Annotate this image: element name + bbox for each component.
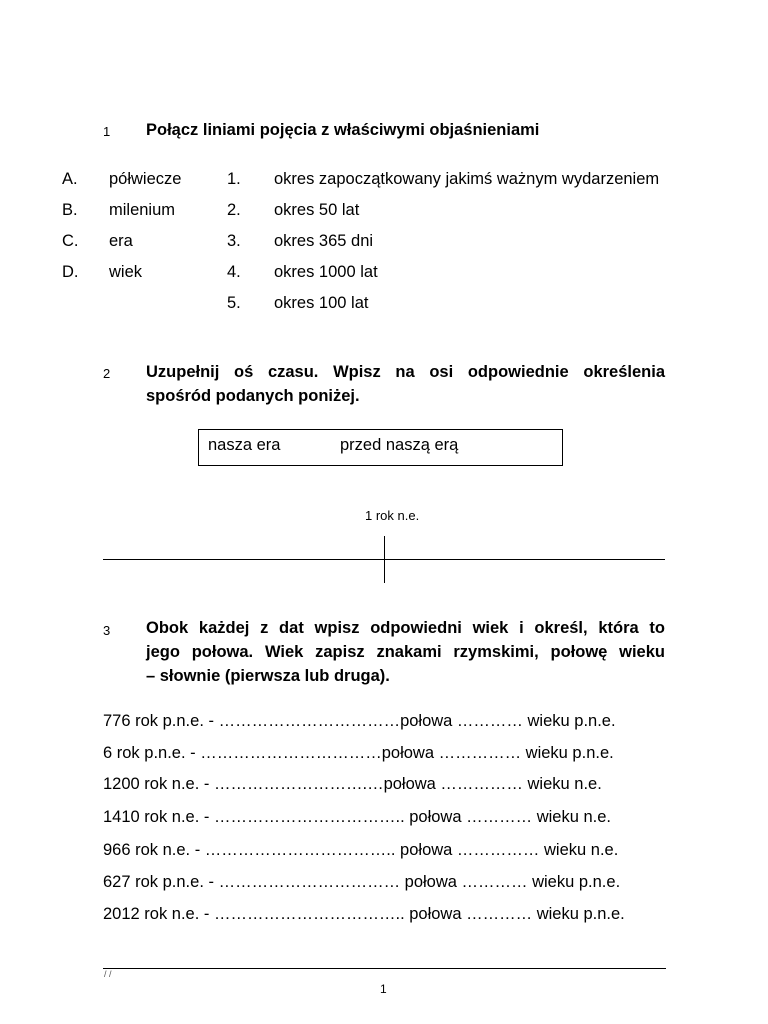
date-row: 966 rok n.e. - …………………………….. połowa …………… wieku n.e. bbox=[103, 841, 619, 859]
question-3-title-line-1: Obok każdej z dat wpisz odpowiedni wiek i określ, która to bbox=[146, 619, 665, 637]
footer-mark: / / bbox=[104, 969, 112, 979]
term-letter: C. bbox=[62, 232, 79, 250]
term-letter: A. bbox=[62, 170, 78, 188]
definition-number: 1. bbox=[227, 170, 241, 188]
date-row: 6 rok p.n.e. - ……………………………połowa …………… wieku p.n.e. bbox=[103, 744, 614, 762]
option-our-era: nasza era bbox=[208, 436, 281, 454]
term-letter: D. bbox=[62, 263, 79, 281]
question-3-number: 3 bbox=[103, 623, 111, 638]
term: wiek bbox=[109, 263, 143, 281]
question-2-number: 2 bbox=[103, 366, 111, 381]
definition: okres 365 dni bbox=[274, 232, 374, 250]
date-row: 627 rok p.n.e. - …………………………… połowa ………… wieku p.n.e. bbox=[103, 873, 621, 891]
term-letter: B. bbox=[62, 201, 78, 219]
question-3-title-line-2: jego połowa. Wiek zapisz znakami rzymskimi, połowę wieku bbox=[146, 643, 665, 661]
term: era bbox=[109, 232, 133, 250]
option-before-our-era: przed naszą erą bbox=[340, 436, 459, 454]
question-1-title: Połącz liniami pojęcia z właściwymi objaśnieniami bbox=[146, 121, 540, 139]
definition: okres 100 lat bbox=[274, 294, 369, 312]
question-2-title-line-1: Uzupełnij oś czasu. Wpisz na osi odpowiednie określenia bbox=[146, 363, 665, 381]
date-row: 2012 rok n.e. - …………………………….. połowa ………… wieku p.n.e. bbox=[103, 905, 625, 923]
question-3-title-line-3: – słownie (pierwsza lub druga). bbox=[146, 667, 390, 685]
date-row: 1410 rok n.e. - …………………………….. połowa ………… wieku n.e. bbox=[103, 808, 611, 826]
footer-rule bbox=[103, 968, 666, 969]
timeline-marker bbox=[384, 536, 385, 583]
date-row: 776 rok p.n.e. - ……………………………połowa ………… wieku p.n.e. bbox=[103, 712, 616, 730]
definition: okres 50 lat bbox=[274, 201, 360, 219]
definition-number: 2. bbox=[227, 201, 241, 219]
question-2-title-line-2: spośród podanych poniżej. bbox=[146, 387, 360, 405]
definition-number: 5. bbox=[227, 294, 241, 312]
definition: okres zapoczątkowany jakimś ważnym wydarzeniem bbox=[274, 170, 660, 188]
date-row: 1200 rok n.e. - ……………………….…połowa …………… wieku n.e. bbox=[103, 775, 602, 793]
term: półwiecze bbox=[109, 170, 182, 188]
definition: okres 1000 lat bbox=[274, 263, 378, 281]
definition-number: 3. bbox=[227, 232, 241, 250]
question-1-number: 1 bbox=[103, 124, 111, 139]
definition-number: 4. bbox=[227, 263, 241, 281]
term: milenium bbox=[109, 201, 176, 219]
options-box bbox=[198, 429, 563, 466]
page-number: 1 bbox=[380, 982, 387, 996]
timeline-label: 1 rok n.e. bbox=[365, 508, 420, 523]
